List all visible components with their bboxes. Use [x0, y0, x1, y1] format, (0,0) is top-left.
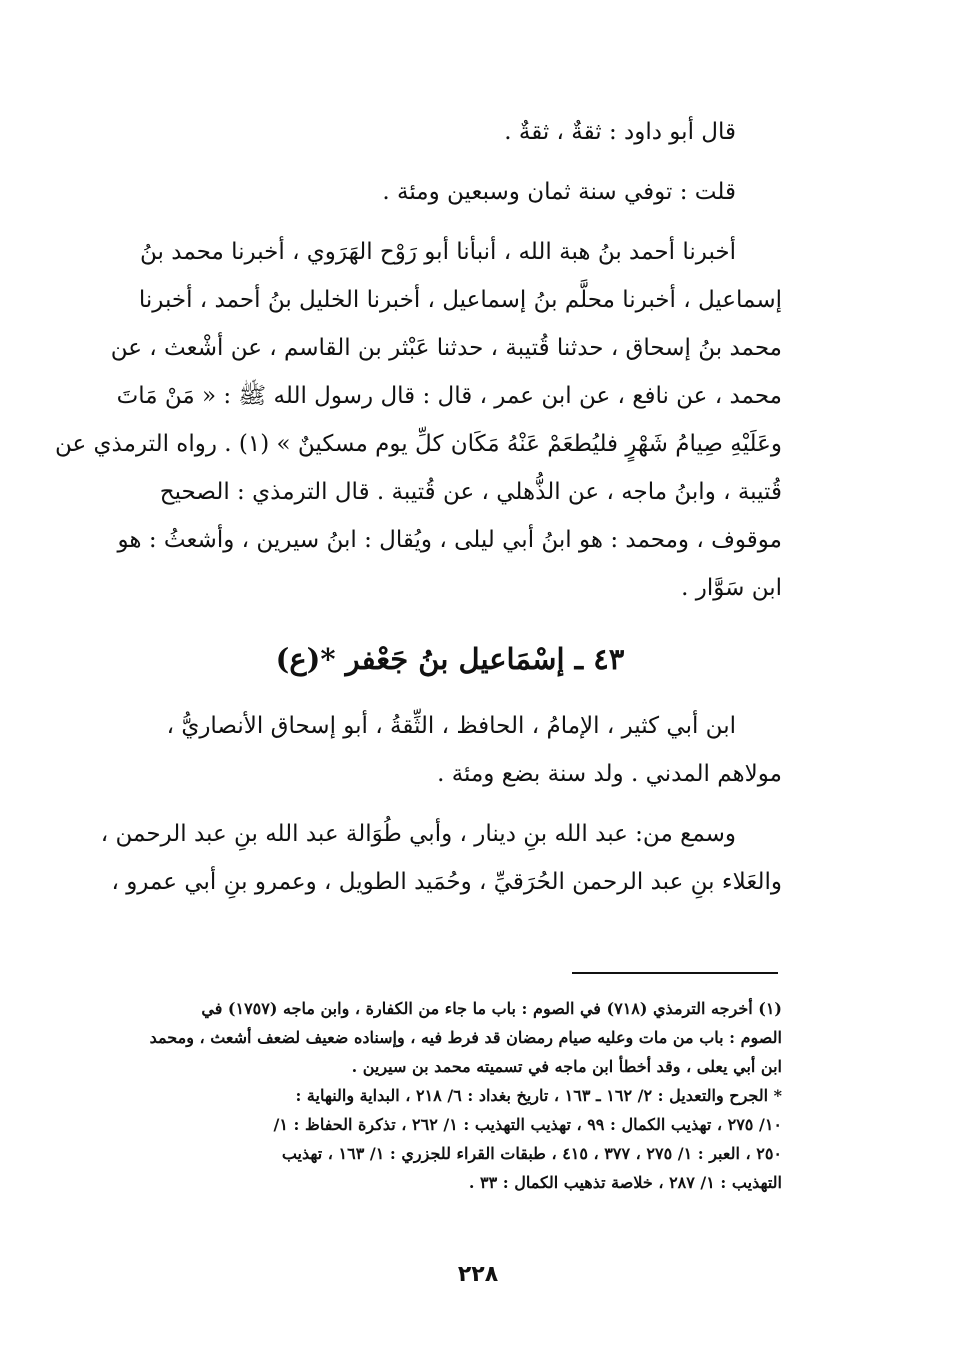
text-line: ابن أبي كثير ، الإمامُ ، الحافظ ، الثِّقةُ ، أبو إسحاق الأنصاريُّ ، [166, 713, 736, 739]
footnote-line: (١) أخرجه الترمذي (٧١٨) في الصوم : باب ما جاء من الكفارة ، وابن ماجه (١٧٥٧) في [201, 999, 782, 1018]
footnotes [118, 994, 782, 1197]
footnote-line: * الجرح والتعديل : ٢/ ١٦٢ ـ ١٦٣ ، تاريخ بغداد : ٦/ ٢١٨ ، البداية والنهاية : [295, 1086, 782, 1105]
text-line: ابن سَوَّار . [681, 575, 782, 601]
text-line: قلت : توفي سنة ثمان وسبعين ومئة . [382, 179, 736, 205]
text-line: قال أبو داود : ثقةٌ ، ثقةٌ . [504, 119, 736, 145]
footnote-divider [572, 972, 778, 974]
text-line: والعَلاء بنِ عبد الرحمن الحُرَقيِّ ، وحُمَيد الطويل ، وعمرو بنِ أبي عمرو ، [111, 869, 782, 895]
text-line: إسماعيل ، أخبرنا محلَّم بنُ إسماعيل ، أخبرنا الخليل بنُ أحمد ، أخبرنا [138, 287, 782, 313]
page-number: ٢٢٨ [457, 1262, 499, 1287]
footnote-sources [118, 1081, 782, 1197]
footnote-line: الصوم : باب من مات وعليه صيام رمضان قد فرط فيه ، وإسناده ضعيف لضعف أشعث ، ومحمد [149, 1028, 782, 1047]
paragraph-death-date [118, 168, 782, 216]
text-line: أخبرنا أحمد بنُ هبة الله ، أنبأنا أبو رَوْح الهَرَوي ، أخبرنا محمد بنُ [140, 239, 736, 265]
text-line: محمد ، عن نافع ، عن ابن عمر ، قال : قال رسول الله ﷺ : « مَنْ مَاتَ [116, 383, 782, 409]
text-line: موقوف ، ومحمد : هو ابنُ أبي ليلى ، ويُقال : ابنُ سيرين ، وأشعثُ : هو [117, 527, 782, 553]
footnote-line: ابن أبي يعلى ، وقد أخطأ ابن ماجه في تسميته محمد بن سيرين . [351, 1057, 782, 1076]
footnote-line: التهذيب : ١/ ٢٨٧ ، خلاصة تذهيب الكمال : ٣٣ . [468, 1173, 782, 1192]
main-text [55, 108, 782, 918]
footnote-line: ٢٥٠ ، العبر : ١/ ٢٧٥ ، ٣٧٧ ، ٤١٥ ، طبقات القراء للجزري : ١/ ١٦٣ ، تهذيب [281, 1144, 782, 1163]
footnote-line: ١٠/ ٢٧٥ ، تهذيب الكمال : ٩٩ ، تهذيب التهذيب : ١/ ٢٦٢ ، تذكرة الحفاظ : ١/ [273, 1115, 782, 1134]
text-line: مولاهم المدني . ولد سنة بضع ومئة . [437, 761, 782, 787]
text-line: وسمع من: عبد الله بنِ دينار ، وأبي طُوَالة عبد الله بنِ عبد الرحمن ، [100, 821, 736, 847]
paragraph-hadith-chain [55, 228, 782, 612]
text-line: قُتيبة ، وابنُ ماجه ، عن الذُّهلي ، عن قُتيبة . قال الترمذي : الصحيح [159, 479, 782, 505]
section-heading: ٤٣ ـ إسْمَاعيل بنُ جَعْفر *(ع) [275, 642, 625, 676]
paragraph-teachers [100, 810, 782, 906]
text-line: وعَلَيْهِ صِيامُ شَهْرٍ فليُطعَمْ عَنْهُ مَكَان كلِّ يوم مسكينٌ » (١) . رواه الترمذي عن [55, 431, 782, 457]
footnote-1 [118, 994, 782, 1081]
paragraph-biography-intro [118, 702, 782, 798]
paragraph-abu-dawud [118, 108, 782, 156]
text-line: محمد بنُ إسحاق ، حدثنا قُتيبة ، حدثنا عَبْثر بن القاسم ، عن أشْعث ، عن [110, 335, 782, 361]
